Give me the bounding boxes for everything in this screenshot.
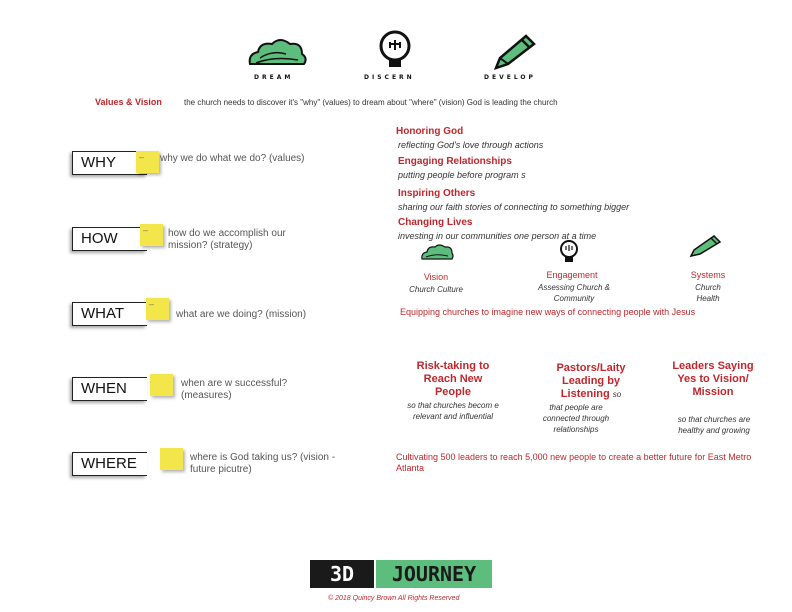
vision-small-dream-icon [420,243,454,261]
strategy-sub-systems: Church Health [695,283,721,303]
row-tab-when [150,374,173,396]
row-tab-what: – [146,298,169,320]
value-sub-honoring-god: reflecting God's love through actions [398,140,544,150]
row-desc-how: how do we accomplish our mission? (strategy) [168,228,286,251]
systems-small-pencil-icon [688,234,724,258]
value-sub-changing-lives: investing in our communities one person at a time [398,231,597,241]
row-label-how: HOW [72,227,147,251]
discern-label: DISCERN [364,74,415,81]
measure-head-leaders-saying-yes: Leaders Saying Yes to Vision/ Mission [672,360,754,398]
measure-sub-pastors-laity: that people are connected through relationships [542,403,610,434]
row-tab-where [160,448,183,470]
strategy-sub-engagement: Assessing Church & Community [537,283,611,303]
value-title-honoring-god: Honoring God [396,126,464,137]
strategy-sub-vision: Church Culture [409,285,463,294]
vision-future-statement: Cultivating 500 leaders to reach 5,000 new people to create a better future for East Metro Atlanta [396,452,752,473]
measure-head-pastors-laity [538,362,644,401]
values-vision-title: Values & Vision [95,97,162,107]
logo-journey: JOURNEY [376,560,492,588]
row-label-where: WHERE [72,452,147,476]
value-title-engaging-relationships: Engaging Relationships [398,156,512,167]
copyright-text: © 2018 Quincy Brown All Rights Reserved [328,595,460,602]
lightbulb-icon [376,30,414,70]
strategy-head-systems: Systems [690,270,726,280]
dream-label: DREAM [254,74,294,81]
engagement-small-lightbulb-icon [558,240,580,264]
measure-sub-leaders-saying-yes: so that churches are healthy and growing [677,415,751,435]
strategy-head-engagement: Engagement [546,270,598,280]
row-label-why: WHY [72,151,147,175]
pencil-icon [492,32,538,70]
value-title-changing-lives: Changing Lives [398,217,473,228]
row-desc-when: when are w successful? (measures) [181,378,288,401]
row-desc-what: what are we doing? (mission) [176,309,307,320]
row-label-what: WHAT [72,302,147,326]
strategy-head-vision: Vision [423,272,449,282]
row-desc-why: why we do what we do? (values) [160,153,305,164]
measure-head-pastors-laity-tail: so [612,390,622,399]
measure-sub-risk-taking: so that churches becom e relevant and influential [407,401,499,421]
dream-icon [246,36,308,68]
row-label-when: WHEN [72,377,147,401]
mission-statement: Equipping churches to imagine new ways of connecting people with Jesus [400,307,696,317]
row-tab-why: – [136,151,159,173]
value-title-inspiring-others: Inspiring Others [398,188,476,199]
logo-3d: 3D [310,560,374,588]
value-sub-engaging-relationships: putting people before program s [398,170,526,180]
measure-head-pastors-laity-text: Pastors/Laity Leading by Listening [556,362,626,400]
row-tab-how: – [140,224,163,246]
value-sub-inspiring-others: sharing our faith stories of connecting to something bigger [398,202,630,212]
values-vision-text: the church needs to discover it's "why" (values) to dream about "where" (vision) God is leading the church [184,98,558,107]
row-desc-where: where is God taking us? (vision - future picutre) [190,452,336,475]
develop-label: DEVELOP [484,74,536,81]
measure-head-risk-taking: Risk-taking to Reach New People [416,360,490,398]
